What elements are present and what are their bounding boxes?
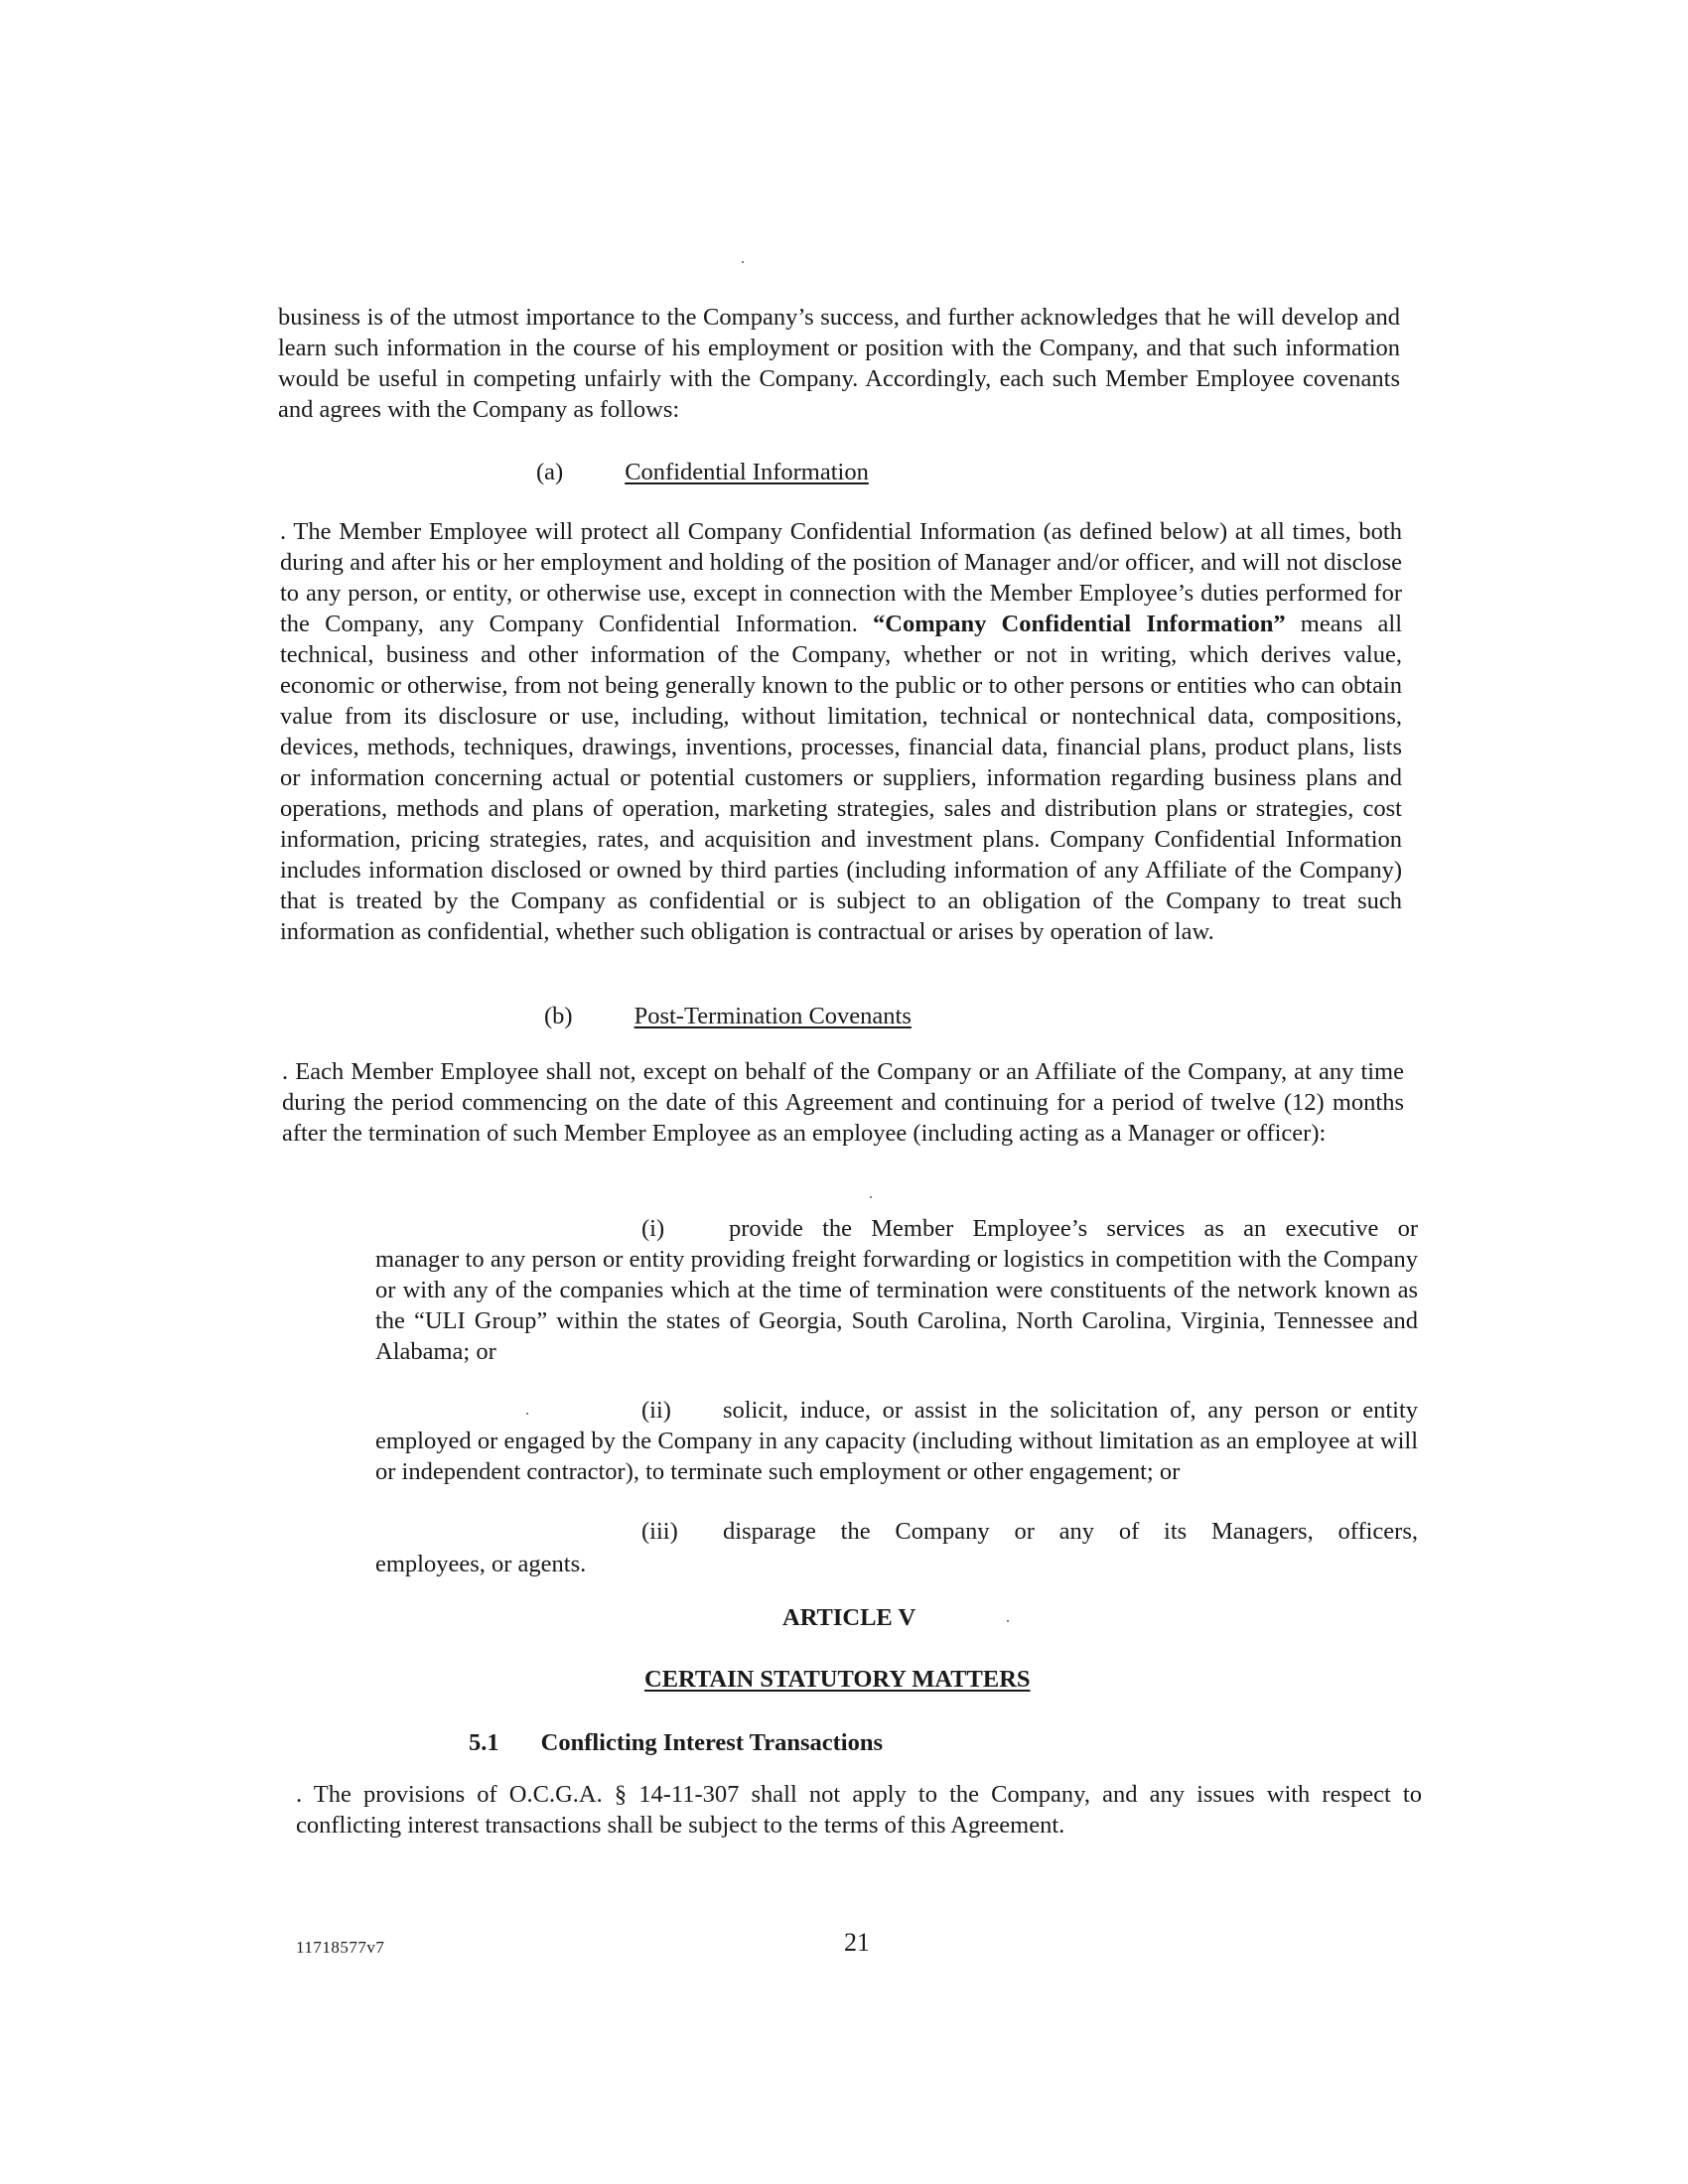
- section-b-title: Post-Termination Covenants: [633, 1003, 912, 1029]
- list-item-iii-first-line: disparage the Company or any of its Managers, officers,: [723, 1518, 1418, 1545]
- section-b-label: (b): [544, 1003, 573, 1029]
- list-item-i-label: (i): [641, 1215, 665, 1242]
- section-a-paragraph: [280, 516, 1402, 947]
- list-item-ii-label: (ii): [641, 1397, 671, 1424]
- document-id: 11718577v7: [296, 1938, 385, 1957]
- section-a-text-before: . The Member Employee will protect all Company Confidential Information (as defined below) at all times, both during and after his or her employment and holding of the position of Manager and/or officer, and will not disclose to any person, or entity, or otherwise use, except in connection with the Member Employee’s duties performed for the Company, any Company Confidential Information.: [280, 518, 1402, 637]
- scan-speck: [526, 1413, 528, 1415]
- section-5-1-title: Conflicting Interest Transactions: [540, 1729, 883, 1756]
- section-5-1-heading: [469, 1727, 883, 1758]
- section-5-1-paragraph: . The provisions of O.C.G.A. § 14-11-307 shall not apply to the Company, and any issues with respect to conflicting interest transactions shall be subject to the terms of this Agreement.: [296, 1781, 1422, 1839]
- section-b-heading: [544, 1001, 912, 1031]
- list-item-iii-label: (iii): [641, 1518, 678, 1545]
- section-a-text-after: means all technical, business and other information of the Company, whether or not in writing, which derives value, economic or otherwise, from not being generally known to the public or to other persons or entities who can obtain value from its disclosure or use, including, without limitation, technical or nontechnical data, compositions, devices, methods, techniques, drawings, inventions, processes, financial data, financial plans, product plans, lists or information concerning actual or potential customers or suppliers, information regarding business plans and operations, methods and plans of operation, marketing strategies, sales and distribution plans or strategies, cost information, pricing strategies, rates, and acquisition and investment plans. Company Confidential Information includes information disclosed or owned by third parties (including information of any Affiliate of the Company) that is treated by the Company as confidential or is subject to an obligation of the Company to treat such information as confidential, whether such obligation is contractual or arises by operation of law.: [280, 611, 1403, 945]
- section-a-heading: [536, 457, 869, 487]
- scan-speck: [1007, 1620, 1009, 1622]
- scan-speck: [870, 1196, 872, 1198]
- scan-speck: [742, 261, 744, 263]
- intro-paragraph: business is of the utmost importance to the Company’s success, and further acknowledges that he will develop and learn such information in the course of his employment or position with the Company, and that such information would be useful in competing unfairly with the Company. Accordingly, each such Member Employee covenants and agrees with the Company as follows:: [278, 304, 1400, 423]
- section-b-paragraph: . Each Member Employee shall not, except on behalf of the Company or an Affiliate of the Company, at any time during the period commencing on the date of this Agreement and continuing for a period of twelve (12) months after the termination of such Member Employee as an employee (including acting as a Manager or officer):: [282, 1058, 1404, 1147]
- article-title: CERTAIN STATUTORY MATTERS: [644, 1666, 1031, 1693]
- page-number: 21: [844, 1928, 870, 1957]
- section-a-title: Confidential Information: [625, 459, 869, 485]
- section-a-label: (a): [536, 459, 564, 485]
- list-item-iii-text: employees, or agents.: [375, 1551, 587, 1577]
- list-item-ii-first-line: solicit, induce, or assist in the solicitation of, any person or entity: [723, 1397, 1418, 1424]
- list-item-i-first-line: provide the Member Employee’s services as an executive or: [729, 1215, 1418, 1242]
- list-item-i-text: manager to any person or entity providing freight forwarding or logistics in competition with the Company or with any of the companies which at the time of termination were constituents of the network known as the “ULI Group” within the states of Georgia, South Carolina, North Carolina, Virginia, Tennessee and Alabama; or: [375, 1246, 1418, 1365]
- list-item-ii-text: employed or engaged by the Company in any capacity (including without limitation as an employee at will or independent contractor), to terminate such employment or other engagement; or: [375, 1428, 1418, 1485]
- article-number: ARTICLE V: [782, 1604, 916, 1631]
- defined-term: “Company Confidential Information”: [873, 611, 1286, 637]
- section-5-1-number: 5.1: [469, 1729, 499, 1756]
